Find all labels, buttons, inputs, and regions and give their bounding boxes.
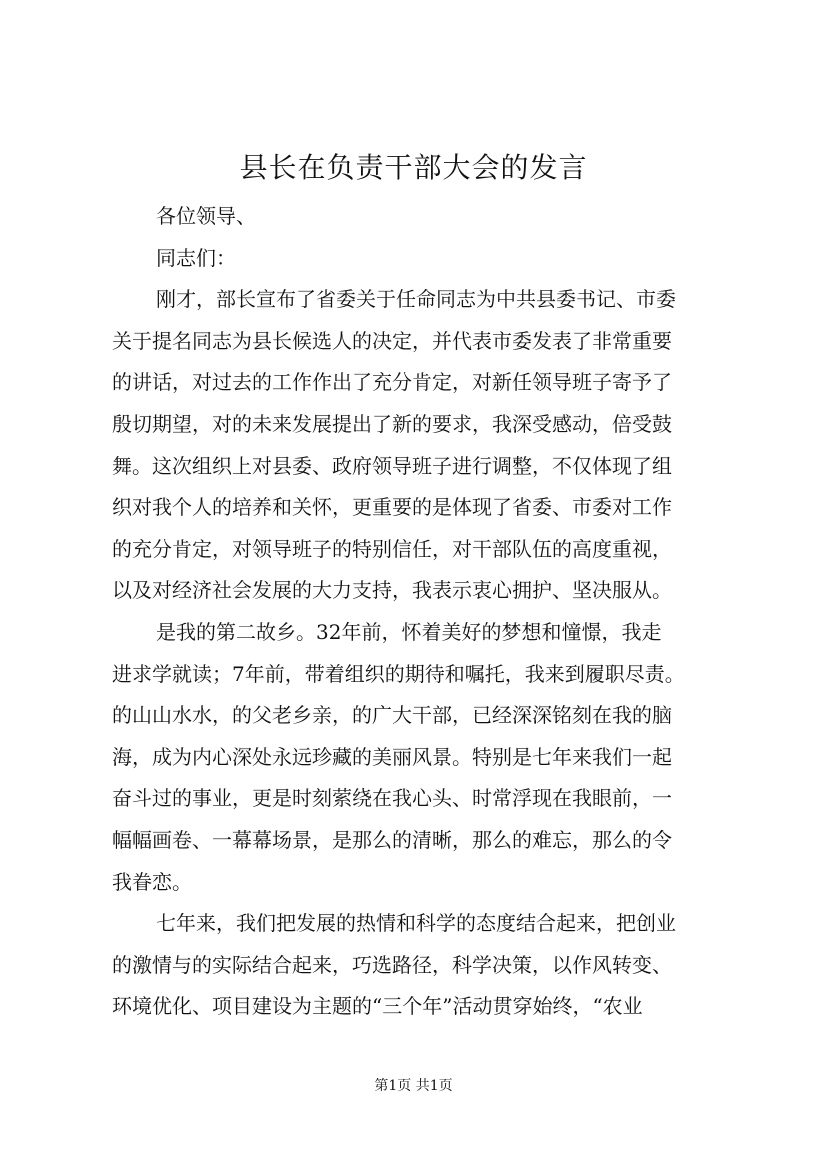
page-number-footer: 第1页 共1页 (374, 1078, 453, 1094)
paragraph-1-line-2: 关于提名同志为县长候选人的决定，并代表市委发表了非常重要 (112, 328, 672, 353)
paragraph-1-line-3: 的讲话，对过去的工作作出了充分肯定，对新任领导班子寄予了 (112, 370, 672, 395)
document-body (112, 196, 742, 1028)
paragraph-2-line-7: 我眷恋。 (112, 869, 192, 894)
paragraph-2-line-1: 是我的第二故乡。32年前，怀着美好的梦想和憧憬，我走 (156, 619, 662, 644)
paragraph-3-line-1: 七年来，我们把发展的热情和科学的态度结合起来，把创业 (156, 911, 676, 936)
paragraph-1-line-4: 殷切期望，对的未来发展提出了新的要求，我深受感动，倍受鼓 (112, 411, 672, 436)
document-title: 县长在负责干部大会的发言 (239, 151, 588, 184)
paragraph-3-line-3: 环境优化、项目建设为主题的“三个年”活动贯穿始终，“农业 (112, 994, 643, 1019)
paragraph-1-line-8: 以及对经济社会发展的大力支持，我表示衷心拥护、坚决服从。 (112, 578, 672, 603)
paragraph-3-line-2: 的激情与的实际结合起来，巧选路径，科学决策，以作风转变、 (112, 952, 672, 977)
paragraph-1-line-7: 的充分肯定，对领导班子的特别信任，对干部队伍的高度重视， (112, 536, 672, 561)
paragraph-2-line-5: 奋斗过的事业，更是时刻萦绕在我心头、时常浮现在我眼前，一 (112, 786, 672, 811)
paragraph-2-line-2: 进求学就读；7年前，带着组织的期待和嘱托，我来到履职尽责。 (112, 661, 685, 686)
salutation-line-2: 同志们： (156, 245, 236, 270)
paragraph-1-line-1: 刚才，部长宣布了省委关于任命同志为中共县委书记、市委 (156, 287, 676, 312)
paragraph-2-line-4: 海，成为内心深处永远珍藏的美丽风景。特别是七年来我们一起 (112, 744, 672, 769)
paragraph-2-line-3: 的山山水水，的父老乡亲，的广大干部，已经深深铭刻在我的脑 (112, 703, 672, 728)
paragraph-1-line-5: 舞。这次组织上对县委、政府领导班子进行调整，不仅体现了组 (112, 453, 672, 478)
salutation-line-1: 各位领导、 (156, 204, 256, 228)
paragraph-2-line-6: 幅幅画卷、一幕幕场景，是那么的清晰，那么的难忘，那么的令 (112, 827, 672, 852)
paragraph-1-line-6: 织对我个人的培养和关怀，更重要的是体现了省委、市委对工作 (112, 495, 672, 520)
